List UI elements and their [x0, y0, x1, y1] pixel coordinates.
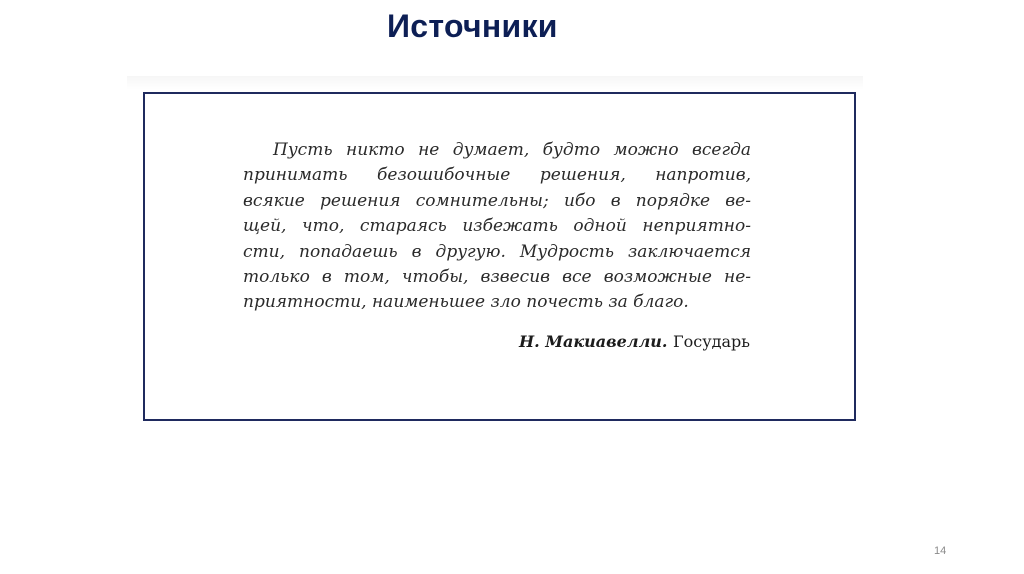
- quote-line: сти, попадаешь в другую. Мудрость заключается: [243, 241, 751, 262]
- quote-line: всякие решения сомнительны; ибо в порядке ве-: [243, 190, 751, 211]
- quote-line: только в том, чтобы, взвесив все возможные не-: [243, 267, 751, 288]
- quote-line: принимать безошибочные решения, напротив,: [243, 165, 751, 186]
- author-separator: .: [661, 332, 674, 351]
- quote-frame: [143, 92, 856, 421]
- quote-author: Н. Макиавелли: [519, 332, 662, 351]
- scan-shadow: [127, 76, 863, 90]
- quote-line: щей, что, стараясь избежать одной неприятно-: [243, 216, 751, 237]
- page-number: 14: [934, 545, 947, 557]
- quote-attribution: [519, 332, 750, 351]
- quote-line: приятности, наименьшее зло почесть за благо.: [243, 292, 689, 313]
- quote-line: Пусть никто не думает, будто можно всегда: [273, 140, 751, 160]
- slide-title: Источники: [387, 8, 558, 44]
- quote-source-title: Государь: [673, 332, 750, 351]
- quote-text: [243, 138, 751, 316]
